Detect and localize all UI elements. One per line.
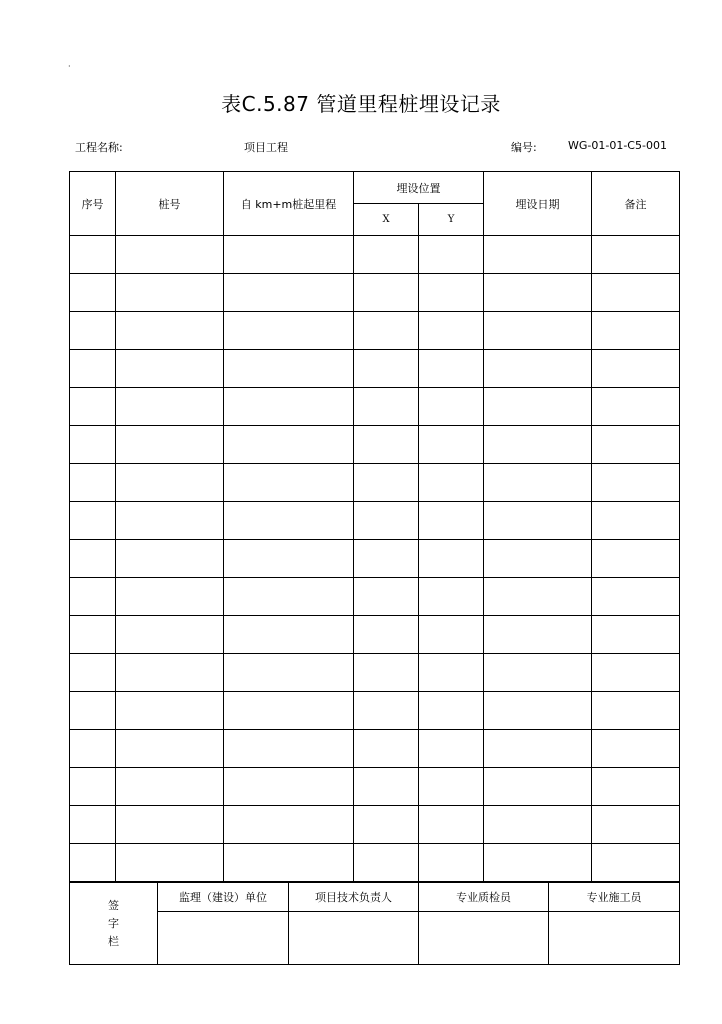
cell-date[interactable] (484, 844, 592, 882)
cell-y[interactable] (419, 426, 484, 464)
record-table (69, 171, 680, 882)
cell-remarks[interactable] (592, 730, 680, 768)
cell-date[interactable] (484, 312, 592, 350)
header-pile-no: 桩号 (116, 172, 224, 236)
cell-pile-no[interactable] (116, 502, 224, 540)
cell-x[interactable] (354, 312, 419, 350)
cell-x[interactable] (354, 388, 419, 426)
table-body (70, 236, 680, 882)
cell-y[interactable] (419, 236, 484, 274)
cell-remarks[interactable] (592, 274, 680, 312)
supervision-signature-cell[interactable] (158, 912, 289, 965)
cell-pile-no[interactable] (116, 616, 224, 654)
cell-pile-no[interactable] (116, 654, 224, 692)
cell-seq[interactable] (70, 730, 116, 768)
cell-date[interactable] (484, 654, 592, 692)
header-y: Y (419, 204, 484, 236)
cell-y[interactable] (419, 464, 484, 502)
cell-pile-no[interactable] (116, 236, 224, 274)
record-sheet (69, 171, 680, 965)
cell-remarks[interactable] (592, 806, 680, 844)
cell-y[interactable] (419, 312, 484, 350)
cell-remarks[interactable] (592, 692, 680, 730)
header-remarks: 备注 (592, 172, 680, 236)
cell-pile-no[interactable] (116, 464, 224, 502)
header-x: X (354, 204, 419, 236)
cell-date[interactable] (484, 388, 592, 426)
quality-inspector-header: 专业质检员 (419, 883, 549, 912)
cell-date[interactable] (484, 578, 592, 616)
cell-pile-no[interactable] (116, 806, 224, 844)
project-name-value: 项目工程 (244, 141, 288, 154)
cell-seq[interactable] (70, 768, 116, 806)
cell-remarks[interactable] (592, 502, 680, 540)
cell-seq[interactable] (70, 806, 116, 844)
cell-start-mileage[interactable] (224, 388, 354, 426)
cell-y[interactable] (419, 654, 484, 692)
cell-date[interactable] (484, 274, 592, 312)
cell-start-mileage[interactable] (224, 692, 354, 730)
cell-y[interactable] (419, 768, 484, 806)
cell-pile-no[interactable] (116, 350, 224, 388)
signature-label-char: 字 (108, 916, 119, 930)
cell-remarks[interactable] (592, 426, 680, 464)
cell-start-mileage[interactable] (224, 274, 354, 312)
cell-x[interactable] (354, 502, 419, 540)
table-row (70, 312, 680, 350)
table-row (70, 236, 680, 274)
cell-date[interactable] (484, 692, 592, 730)
cell-date[interactable] (484, 350, 592, 388)
cell-x[interactable] (354, 236, 419, 274)
tech-lead-header: 项目技术负责人 (289, 883, 419, 912)
cell-date[interactable] (484, 768, 592, 806)
table-row (70, 540, 680, 578)
cell-date[interactable] (484, 806, 592, 844)
cell-x[interactable] (354, 806, 419, 844)
table-row (70, 692, 680, 730)
cell-date[interactable] (484, 616, 592, 654)
cell-seq[interactable] (70, 502, 116, 540)
cell-remarks[interactable] (592, 654, 680, 692)
cell-y[interactable] (419, 806, 484, 844)
cell-pile-no[interactable] (116, 388, 224, 426)
cell-y[interactable] (419, 502, 484, 540)
cell-seq[interactable] (70, 312, 116, 350)
cell-y[interactable] (419, 274, 484, 312)
construction-worker-signature-cell[interactable] (549, 912, 680, 965)
cell-x[interactable] (354, 426, 419, 464)
cell-remarks[interactable] (592, 768, 680, 806)
cell-y[interactable] (419, 844, 484, 882)
cell-remarks[interactable] (592, 312, 680, 350)
cell-start-mileage[interactable] (224, 540, 354, 578)
cell-start-mileage[interactable] (224, 236, 354, 274)
cell-remarks[interactable] (592, 388, 680, 426)
cell-date[interactable] (484, 730, 592, 768)
cell-remarks[interactable] (592, 464, 680, 502)
cell-date[interactable] (484, 236, 592, 274)
cell-start-mileage[interactable] (224, 578, 354, 616)
cell-date[interactable] (484, 540, 592, 578)
cell-seq[interactable] (70, 236, 116, 274)
cell-x[interactable] (354, 768, 419, 806)
cell-start-mileage[interactable] (224, 464, 354, 502)
cell-date[interactable] (484, 426, 592, 464)
table-row (70, 730, 680, 768)
cell-seq[interactable] (70, 426, 116, 464)
cell-date[interactable] (484, 502, 592, 540)
cell-seq[interactable] (70, 692, 116, 730)
cell-start-mileage[interactable] (224, 654, 354, 692)
cell-y[interactable] (419, 388, 484, 426)
cell-remarks[interactable] (592, 350, 680, 388)
cell-y[interactable] (419, 616, 484, 654)
construction-worker-header: 专业施工员 (549, 883, 680, 912)
signature-label-char: 栏 (108, 934, 119, 948)
cell-x[interactable] (354, 540, 419, 578)
cell-remarks[interactable] (592, 578, 680, 616)
cell-remarks[interactable] (592, 540, 680, 578)
cell-pile-no[interactable] (116, 426, 224, 464)
cell-pile-no[interactable] (116, 768, 224, 806)
signature-label-char: 签 (108, 898, 119, 912)
cell-remarks[interactable] (592, 236, 680, 274)
header-start-mileage: 自 km+m桩起里程 (224, 172, 354, 236)
cell-y[interactable] (419, 730, 484, 768)
table-row (70, 274, 680, 312)
header-date: 埋设日期 (484, 172, 592, 236)
cell-seq[interactable] (70, 578, 116, 616)
signature-label (70, 883, 158, 965)
cell-seq[interactable] (70, 388, 116, 426)
cell-y[interactable] (419, 578, 484, 616)
header-position: 埋设位置 (354, 172, 484, 204)
cell-start-mileage[interactable] (224, 616, 354, 654)
project-name-label: 工程名称: (75, 141, 123, 154)
cell-seq[interactable] (70, 616, 116, 654)
table-row (70, 350, 680, 388)
cell-pile-no[interactable] (116, 312, 224, 350)
signature-table (69, 882, 680, 965)
cell-x[interactable] (354, 654, 419, 692)
cell-start-mileage[interactable] (224, 730, 354, 768)
number-value: WG-01-01-C5-001 (568, 139, 667, 152)
tech-lead-signature-cell[interactable] (289, 912, 419, 965)
table-row (70, 388, 680, 426)
cell-x[interactable] (354, 844, 419, 882)
cell-start-mileage[interactable] (224, 312, 354, 350)
cell-start-mileage[interactable] (224, 768, 354, 806)
cell-y[interactable] (419, 692, 484, 730)
cell-date[interactable] (484, 464, 592, 502)
table-row (70, 426, 680, 464)
cell-pile-no[interactable] (116, 540, 224, 578)
table-row (70, 806, 680, 844)
cell-seq[interactable] (70, 350, 116, 388)
cell-seq[interactable] (70, 464, 116, 502)
cell-start-mileage[interactable] (224, 350, 354, 388)
cell-remarks[interactable] (592, 616, 680, 654)
cell-seq[interactable] (70, 844, 116, 882)
cell-remarks[interactable] (592, 844, 680, 882)
table-row (70, 464, 680, 502)
header-seq: 序号 (70, 172, 116, 236)
cell-x[interactable] (354, 692, 419, 730)
cell-start-mileage[interactable] (224, 502, 354, 540)
cell-pile-no[interactable] (116, 844, 224, 882)
cell-pile-no[interactable] (116, 730, 224, 768)
cell-pile-no[interactable] (116, 274, 224, 312)
table-row (70, 768, 680, 806)
table-row (70, 502, 680, 540)
cell-y[interactable] (419, 350, 484, 388)
cell-seq[interactable] (70, 540, 116, 578)
cell-x[interactable] (354, 464, 419, 502)
cell-x[interactable] (354, 578, 419, 616)
cell-seq[interactable] (70, 654, 116, 692)
table-row (70, 844, 680, 882)
cell-start-mileage[interactable] (224, 844, 354, 882)
cell-x[interactable] (354, 730, 419, 768)
stray-dot: · (68, 62, 71, 71)
table-row (70, 616, 680, 654)
table-row (70, 578, 680, 616)
quality-inspector-signature-cell[interactable] (419, 912, 549, 965)
cell-pile-no[interactable] (116, 692, 224, 730)
cell-start-mileage[interactable] (224, 806, 354, 844)
table-row (70, 654, 680, 692)
cell-seq[interactable] (70, 274, 116, 312)
cell-start-mileage[interactable] (224, 426, 354, 464)
cell-x[interactable] (354, 274, 419, 312)
supervision-header: 监理（建设）单位 (158, 883, 289, 912)
cell-y[interactable] (419, 540, 484, 578)
cell-pile-no[interactable] (116, 578, 224, 616)
cell-x[interactable] (354, 350, 419, 388)
cell-x[interactable] (354, 616, 419, 654)
form-title: 表C.5.87 管道里程桩埋设记录 (221, 92, 501, 116)
number-label: 编号: (511, 141, 537, 154)
